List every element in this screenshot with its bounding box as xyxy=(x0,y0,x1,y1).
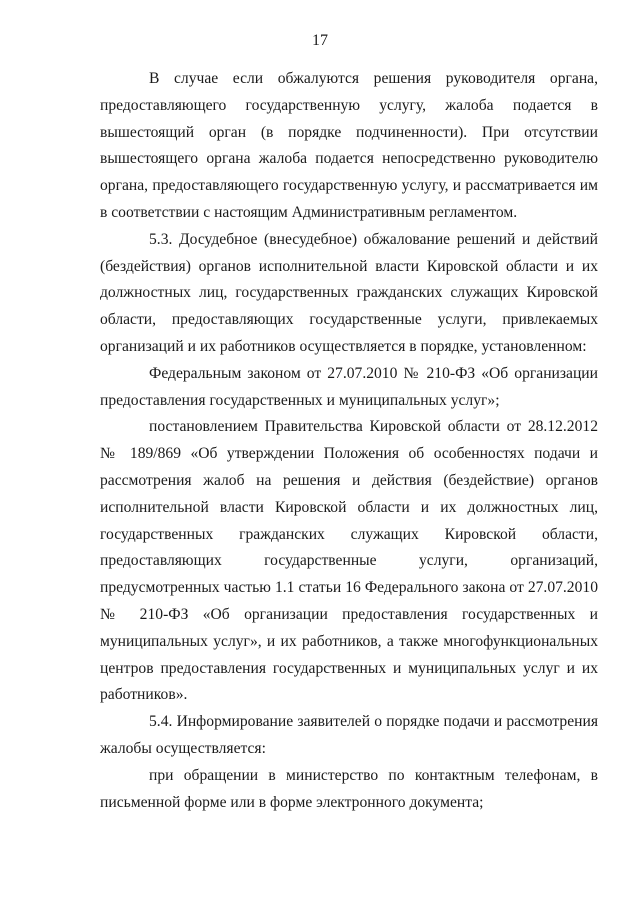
paragraph-complaint-higher-authority: В случае если обжалуются решения руководителя органа, предоставляющего государственную услугу, жалоба подается в вышестоящий орган (в порядке подчиненности). При отсутствии вышестоящего органа жалоба подается непосредственно руководителю органа, предоставляющего государственную услугу, и рассматривается им в соответствии с настоящим Административным регламентом. xyxy=(100,70,598,221)
paragraph-federal-law: Федеральным законом от 27.07.2010 № 210-ФЗ «Об организации предоставления государственных и муниципальных услуг»; xyxy=(100,364,598,409)
paragraph-contact-methods: при обращении в министерство по контактным телефонам, в письменной форме или в форме электронного документа; xyxy=(100,766,598,811)
paragraph-5-4-informing: 5.4. Информирование заявителей о порядке подачи и рассмотрения жалобы осуществляется: xyxy=(100,713,598,757)
paragraph-5-3-pretrial-appeal: 5.3. Досудебное (внесудебное) обжалование решений и действий (бездействия) органов исполнительной власти Кировской области и их должностных лиц, государственных гражданских служащих Кировской области, предоставляющих государственные услуги, привлекаемых организаций и их работников осуществляется в порядке, установленном: xyxy=(100,230,598,355)
paragraph-government-resolution: постановлением Правительства Кировской области от 28.12.2012 № 189/869 «Об утверждении Положения об особенностях подачи и рассмотрения жалоб на решения и действия (бездействие) органов исполнительной власти Кировской области и их должностных лиц, государственных гражданских служащих Кировской области, предоставляющих государственные услуги, организаций, предусмотренных частью 1.1 статьи 16 Федерального закона от 27.07.2010 № 210-ФЗ «Об организации предоставления государственных и муниципальных услуг», и их работников, а также многофункциональных центров предоставления государственных и муниципальных услуг и их работников». xyxy=(100,418,598,704)
page-number: 17 xyxy=(312,32,328,49)
document-body xyxy=(100,66,598,816)
